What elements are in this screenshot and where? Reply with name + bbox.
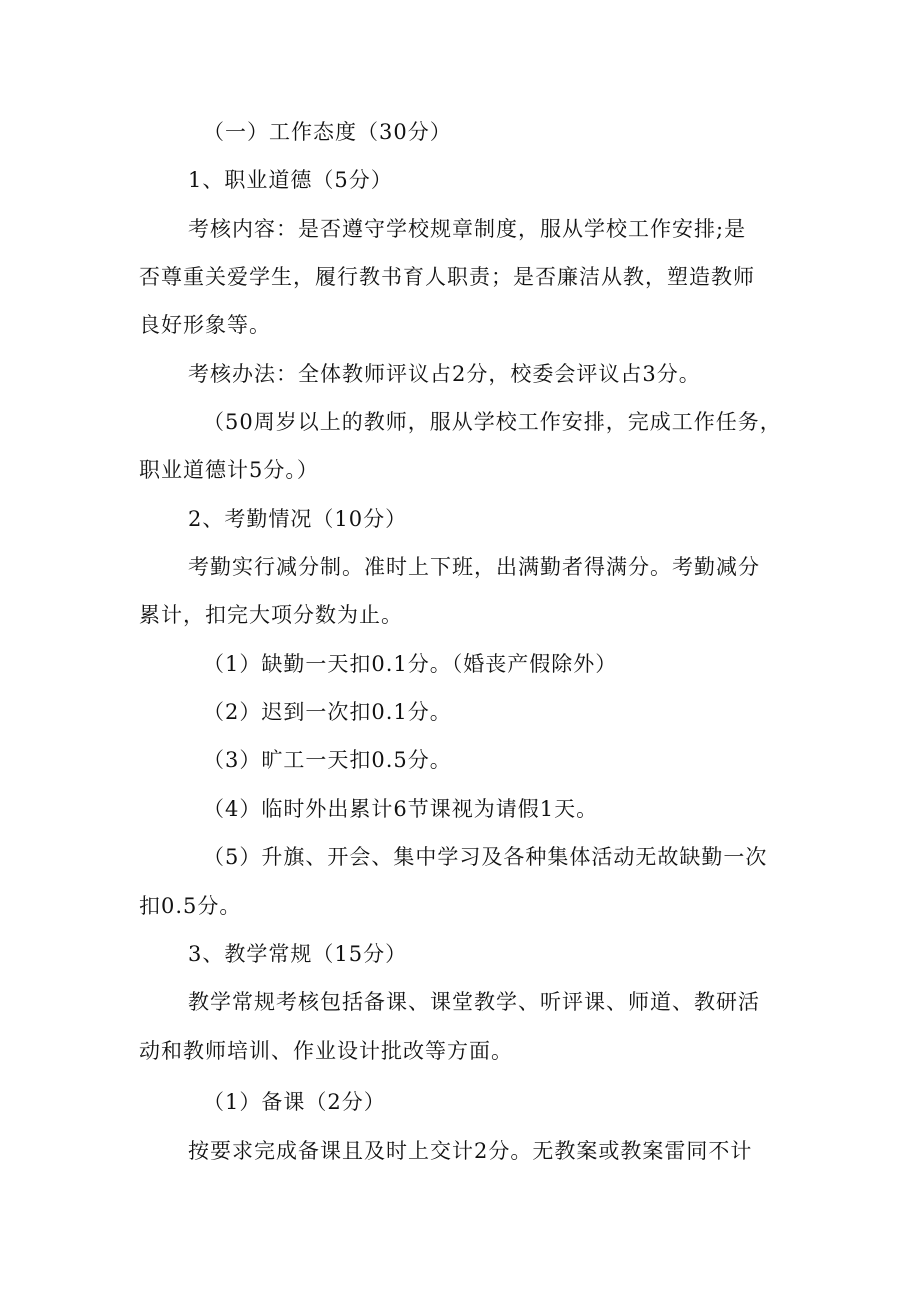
subheading-professional-ethics: 1、职业道德（5分） [188, 168, 393, 192]
list-item: （5）升旗、开会、集中学习及各种集体活动无故缺勤一次 [203, 845, 768, 869]
list-item: （3）旷工一天扣0.5分。 [203, 748, 452, 772]
paragraph-line: 累计，扣完大项分数为止。 [139, 603, 403, 627]
section-heading-work-attitude: （一）工作态度（30分） [203, 120, 452, 144]
list-item: （2）迟到一次扣0.1分。 [203, 700, 452, 724]
paragraph-line: 考核内容：是否遵守学校规章制度，服从学校工作安排;是 [188, 217, 747, 241]
paragraph-line: 考核办法：全体教师评议占2分，校委会评议占3分。 [188, 362, 701, 386]
list-item: （4）临时外出累计6节课视为请假1天。 [203, 797, 599, 821]
paragraph-line: 动和教师培训、作业设计批改等方面。 [139, 1039, 513, 1063]
list-item: （1）缺勤一天扣0.1分。（婚丧产假除外） [203, 652, 618, 676]
subheading-teaching-routine: 3、教学常规（15分） [188, 942, 408, 966]
paragraph-line: 否尊重关爱学生，履行教书育人职责；是否廉洁从教，塑造教师 [139, 265, 755, 289]
paragraph-line: 按要求完成备课且及时上交计2分。无教案或教案雷同不计 [188, 1139, 753, 1163]
paragraph-line: （50周岁以上的教师，服从学校工作安排，完成工作任务， [203, 410, 782, 434]
paragraph-line: 考勤实行减分制。准时上下班，出满勤者得满分。考勤减分 [188, 555, 760, 579]
paragraph-line: 职业道德计5分。） [139, 458, 319, 482]
subheading-lesson-preparation: （1）备课（2分） [203, 1090, 386, 1114]
list-item-continuation: 扣0.5分。 [139, 894, 242, 918]
paragraph-line: 教学常规考核包括备课、课堂教学、听评课、师道、教研活 [188, 990, 760, 1014]
paragraph-line: 良好形象等。 [139, 313, 271, 337]
subheading-attendance: 2、考勤情况（10分） [188, 507, 408, 531]
